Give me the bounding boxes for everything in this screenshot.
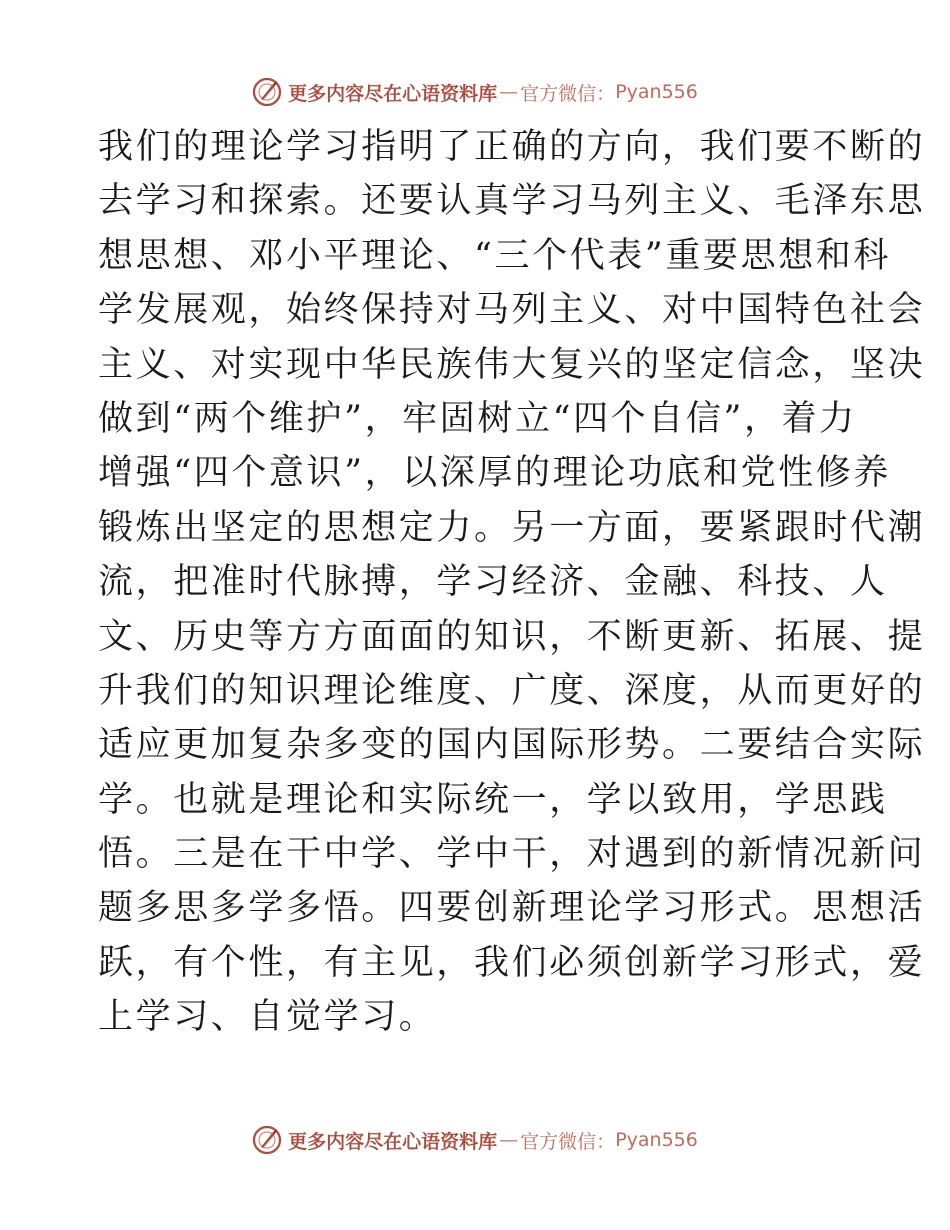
banner-brand-text: 更多内容尽在心语资料库 xyxy=(288,1130,498,1153)
body-line: 悟。三是在干中学、学中干，对遇到的新情况新问 xyxy=(98,834,926,875)
body-line: 文、历史等方方面面的知识，不断更新、拓展、提 xyxy=(98,616,926,657)
body-line: 跃，有个性，有主见，我们必须创新学习形式，爱 xyxy=(98,942,926,983)
body-line: 流，把准时代脉搏，学习经济、金融、科技、人 xyxy=(98,562,888,603)
header-banner xyxy=(0,72,950,112)
body-line: 我们的理论学习指明了正确的方向，我们要不断的 xyxy=(98,127,926,167)
body-line: 升我们的知识理论维度、广度、深度，从而更好的 xyxy=(98,670,926,711)
body-line: 想思想、邓小平理论、“三个代表”重要思想和科 xyxy=(98,235,891,276)
banner-wechat-label: 官方微信： xyxy=(520,1130,616,1153)
footer-banner xyxy=(0,1120,950,1160)
body-line: 锻炼出坚定的思想定力。另一方面，要紧跟时代潮 xyxy=(98,507,926,548)
quill-pen-logo-icon xyxy=(252,77,282,107)
body-line: 做到“两个维护”，牢固树立“四个自信”，着力 xyxy=(98,398,857,439)
body-line: 上学习、自觉学习。 xyxy=(98,997,437,1038)
body-line: 去学习和探索。还要认真学习马列主义、毛泽东思 xyxy=(98,181,926,222)
body-line: 题多思多学多悟。四要创新理论学习形式。思想活 xyxy=(98,888,926,929)
body-line: 学发展观，始终保持对马列主义、对中国特色社会 xyxy=(98,290,926,331)
banner-brand-text: 更多内容尽在心语资料库 xyxy=(288,82,498,105)
banner-dash: — xyxy=(499,81,519,103)
body-line: 增强“四个意识”，以深厚的理论功底和党性修养 xyxy=(98,453,891,494)
banner-account: Pyan556 xyxy=(615,1129,698,1151)
body-line: 主义、对实现中华民族伟大复兴的坚定信念，坚决 xyxy=(98,344,926,385)
body-line: 适应更加复杂多变的国内国际形势。二要结合实际 xyxy=(98,725,926,766)
banner-dash: — xyxy=(499,1129,519,1151)
banner-account: Pyan556 xyxy=(615,81,698,103)
quill-pen-logo-icon xyxy=(252,1125,282,1155)
body-paragraph xyxy=(98,120,926,1045)
banner-wechat-label: 官方微信： xyxy=(520,82,616,105)
body-line: 学。也就是理论和实际统一，学以致用，学思践 xyxy=(98,779,888,820)
